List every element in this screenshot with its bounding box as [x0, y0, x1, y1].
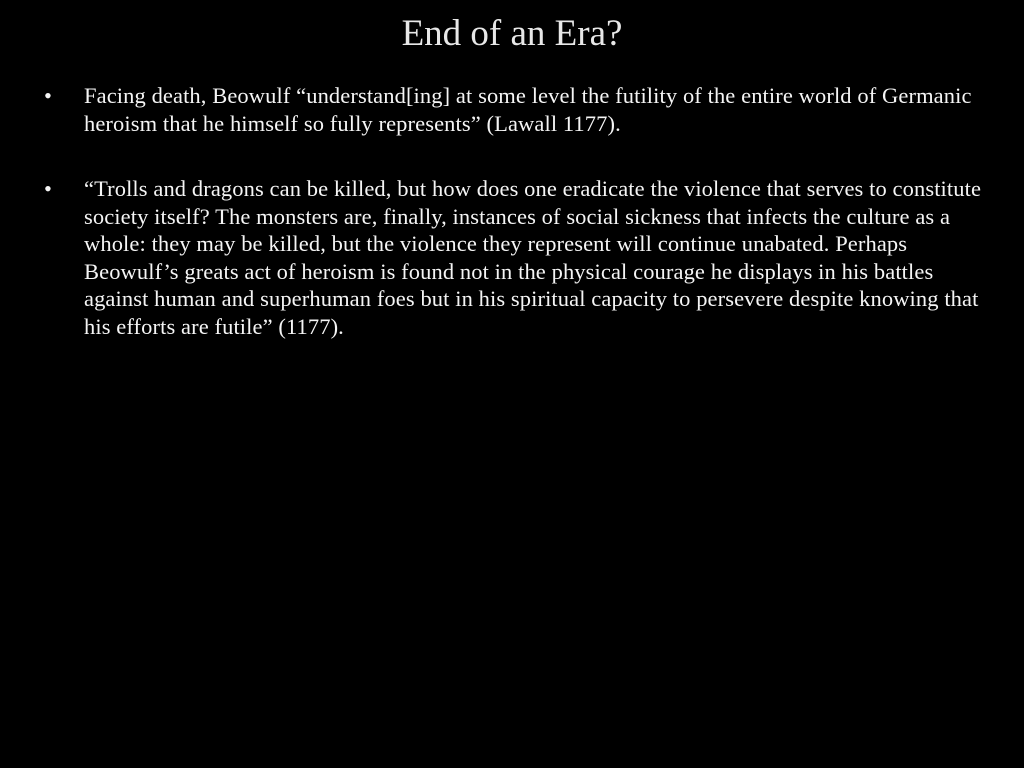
bullet-icon: • — [44, 83, 52, 108]
bullet-text: Facing death, Beowulf “understand[ing] at some level the futility of the entire world of Germanic heroism that he himself so fully represents” (Lawall 1177). — [84, 83, 972, 136]
bullet-item-2 — [40, 175, 990, 340]
slide-title: End of an Era? — [401, 13, 623, 54]
bullet-icon: • — [44, 176, 52, 201]
bullet-item-1 — [40, 82, 990, 137]
bullet-list — [40, 82, 990, 340]
bullet-text: “Trolls and dragons can be killed, but how does one eradicate the violence that serves to constitute society itself? The monsters are, finally, instances of social sickness that infects the culture as a whole: they may be killed, but the violence they represent will continue unabated. Perhaps Beowulf’s greats act of heroism is found not in the physical courage he displays in his battles against human and superhuman foes but in his spiritual capacity to persevere despite knowing that his efforts are futile” (1177). — [84, 176, 982, 339]
